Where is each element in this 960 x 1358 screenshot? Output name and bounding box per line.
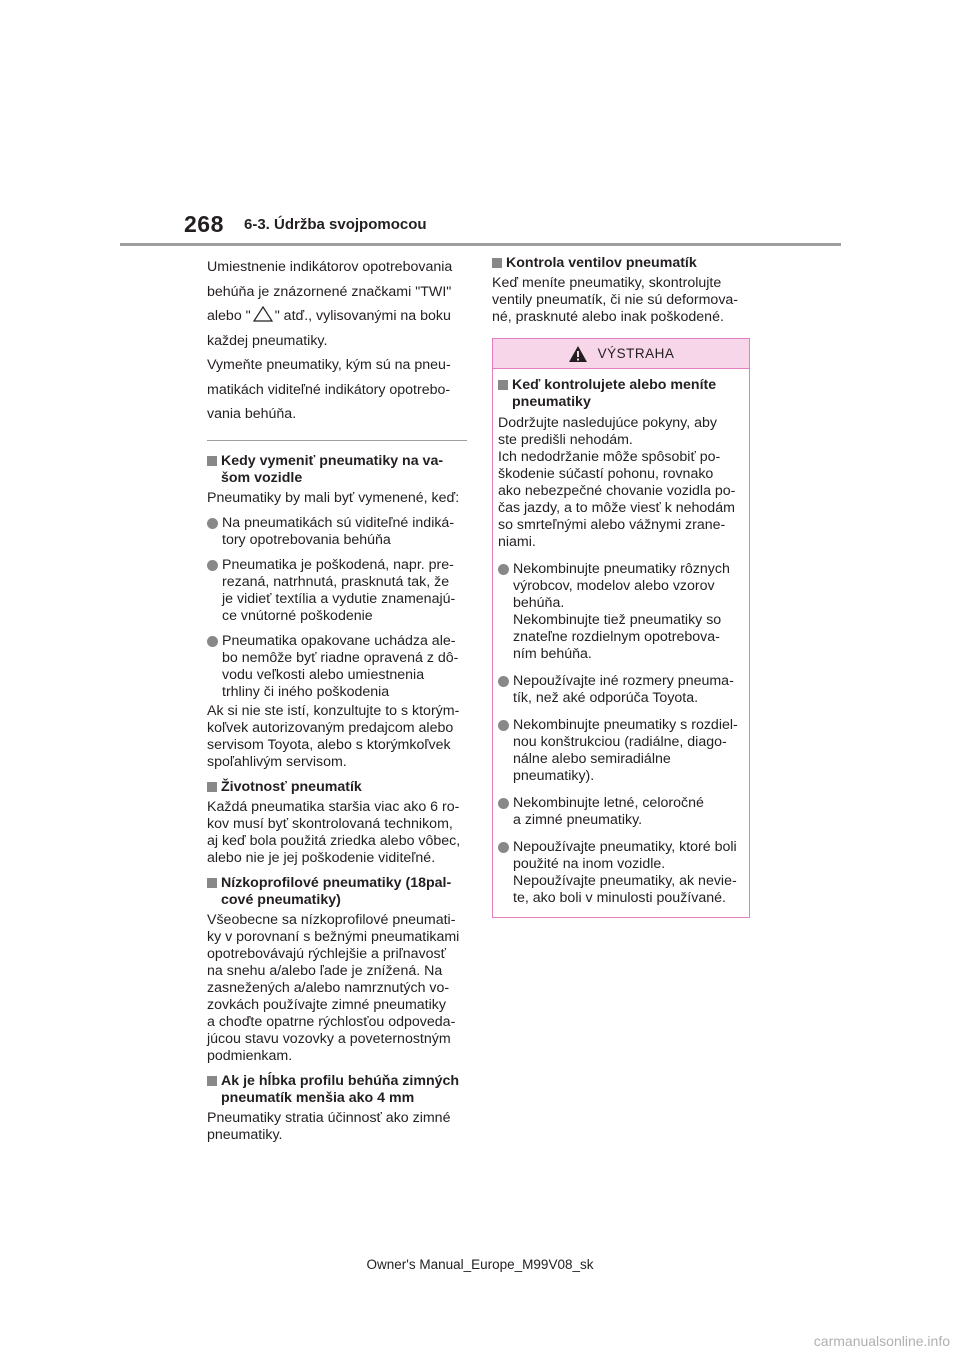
intro-text: [207, 255, 467, 427]
warning-title-bar: [493, 339, 749, 369]
paragraph: Každá pneumatika staršia viac ako 6 ro- kov musí byť skontrolovaná technikom, aj keď bola použitá zriedka alebo vôbec, alebo nie je jej poškodenie viditeľné.: [207, 798, 461, 866]
circle-bullet-icon: [207, 636, 218, 647]
circle-bullet-icon: [498, 720, 509, 731]
circle-bullet-icon: [207, 518, 218, 529]
paragraph: Všeobecne sa nízkoprofilové pneumati- ky v porovnaní s bežnými pneumatikami opotrebovávajú rýchlejšie a priľnavosť na snehu a/alebo ľade je znížená. Na zasnežených a/alebo namrznutých vo- zovkách používajte zimné pneumatiky a choďte opatrne rýchlosťou odpoveda- júcou stavu vozovky a poveternostným podmienkam.: [207, 911, 460, 1064]
warning-icon: [568, 345, 588, 363]
circle-bullet-icon: [498, 798, 509, 809]
intro-line: každej pneumatiky.: [207, 332, 328, 349]
paragraph: Pneumatiky by mali byť vymenené, keď:: [207, 489, 460, 506]
warning-title: VÝSTRAHA: [597, 346, 675, 361]
circle-bullet-icon: [498, 842, 509, 853]
list-item: Nepoužívajte pneumatiky, ktoré boli použité na inom vozidle. Nepoužívajte pneumatiky, ak nevie- te, ako boli v minulosti používané.: [498, 839, 744, 907]
section-heading-tire-life: Životnosť pneumatík: [207, 779, 467, 796]
intro-line: vania behúňa.: [207, 406, 297, 422]
circle-bullet-icon: [498, 564, 509, 575]
list-item: Nekombinujte letné, celoročné a zimné pneumatiky.: [498, 795, 744, 829]
section-heading-winter-tread: Ak je hĺbka profilu behúňa zimných pneumatík menšia ako 4 mm: [207, 1073, 467, 1107]
list-item: Nepoužívajte iné rozmery pneuma- tík, než aké odporúča Toyota.: [498, 673, 744, 707]
triangle-icon: [253, 306, 273, 322]
warning-body: [493, 369, 749, 917]
list-item: Na pneumatikách sú viditeľné indiká- tory opotrebovania behúňa: [207, 515, 467, 549]
square-bullet-icon: [207, 456, 217, 466]
section-heading-valves: Kontrola ventilov pneumatík: [492, 255, 750, 272]
intro-line: Umiestnenie indikátorov opotrebovania: [207, 259, 453, 275]
paragraph: Dodržujte nasledujúce pokyny, aby ste predišli nehodám. Ich nedodržanie môže spôsobiť po- škodenie súčastí pohonu, rovnako ako nebezpečné chovanie vozidla po- čas jazdy, a to môže viesť k nehodám so smrteľnými alebo vážnymi zrane- niami.: [498, 415, 736, 550]
warning-box: [492, 338, 750, 918]
circle-bullet-icon: [498, 676, 509, 687]
intro-pre: alebo ": [207, 308, 251, 324]
left-column: [207, 255, 467, 1152]
intro-line: [207, 304, 467, 329]
paragraph: Pneumatiky stratia účinnosť ako zimné pneumatiky.: [207, 1109, 451, 1143]
list-item: Pneumatika je poškodená, napr. pre- rezaná, natrhnutá, prasknutá tak, že je vidieť textília a vydutie znamenajú- ce vnútorné poškodenie: [207, 557, 467, 625]
intro-post: " atď., vylisovanými na boku: [274, 308, 451, 324]
list-item: Nekombinujte pneumatiky s rozdiel- nou konštrukciou (radiálne, diago- nálne alebo semiradiálne pneumatiky).: [498, 717, 744, 785]
list-item: Pneumatika opakovane uchádza ale- bo nemôže byť riadne opravená z dô- vodu veľkosti alebo umiestnenia trhliny či iného poškodenia: [207, 633, 467, 701]
intro-line: Vymeňte pneumatiky, kým sú na pneu-: [207, 357, 451, 373]
warning-heading: Keď kontrolujete alebo meníte pneumatiky: [498, 377, 744, 411]
paragraph: Ak si nie ste istí, konzultujte to s ktorým- koľvek autorizovaným predajcom alebo servisom Toyota, alebo s ktorýmkoľvek spoľahlivým servisom.: [207, 702, 460, 770]
divider: [207, 440, 467, 441]
square-bullet-icon: [207, 878, 217, 888]
intro-line: matikách viditeľné indikátory opotrebo-: [207, 381, 451, 398]
square-bullet-icon: [207, 1076, 217, 1086]
paragraph: Keď meníte pneumatiky, skontrolujte ventily pneumatík, či nie sú deformova- né, prasknuté alebo inak poškodené.: [492, 275, 739, 325]
list-item: Nekombinujte pneumatiky rôznych výrobcov, modelov alebo vzorov behúňa. Nekombinujte tiež pneumatiky so znateľne rozdielnym opotrebova- ním behúňa.: [498, 561, 744, 663]
square-bullet-icon: [207, 782, 217, 792]
header-rule: [120, 243, 841, 246]
square-bullet-icon: [498, 380, 508, 390]
section-heading-low-profile: Nízkoprofilové pneumatiky (18pal- cové pneumatiky): [207, 875, 467, 909]
square-bullet-icon: [492, 258, 502, 268]
page-number: 268: [184, 211, 224, 237]
footer: Owner's Manual_Europe_M99V08_sk: [366, 1257, 594, 1272]
circle-bullet-icon: [207, 560, 218, 571]
intro-line: behúňa je znázornené značkami "TWI": [207, 283, 452, 300]
watermark: carmanualsonline.info: [813, 1333, 950, 1349]
section-heading-replace-tires: Kedy vymeniť pneumatiky na va- šom vozidle: [207, 453, 467, 487]
section-title: 6-3. Údržba svojpomocou: [244, 216, 427, 233]
right-column: [492, 255, 750, 918]
